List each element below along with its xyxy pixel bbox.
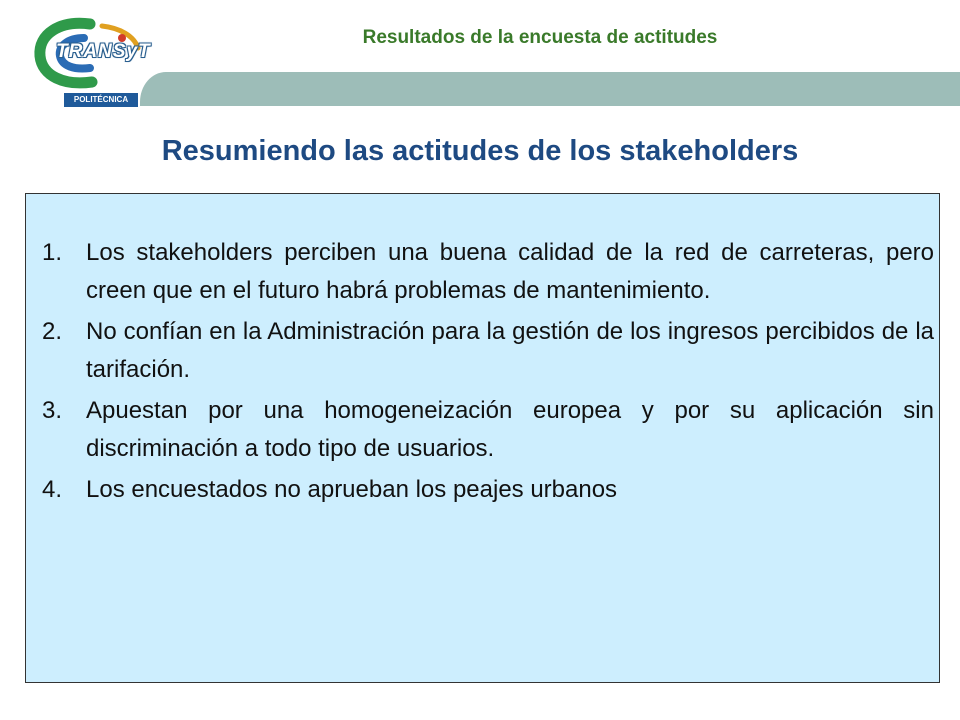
point-number: 1.: [42, 239, 63, 266]
list-item: [42, 234, 934, 310]
point-number: 2.: [42, 318, 63, 345]
point-text: Los encuestados no aprueban los peajes urbanos: [86, 476, 618, 503]
list-item: [42, 471, 934, 509]
points-list: [42, 234, 934, 512]
header-title: Resultados de la encuesta de actitudes: [362, 27, 718, 48]
point-text: No confían en la Administración para la gestión de los ingresos percibidos de la tarifación.: [86, 318, 934, 383]
point-text: Los stakeholders perciben una buena calidad de la red de carreteras, pero creen que en el futuro habrá problemas de mantenimiento.: [86, 239, 934, 304]
point-text: Apuestan por una homogeneización europea y por su aplicación sin discriminación a todo tipo de usuarios.: [86, 397, 934, 462]
logo-text: TRANSyT: [56, 41, 151, 62]
page-title: Resumiendo las actitudes de los stakeholders: [161, 135, 799, 167]
logo-subtext: POLITÉCNICA: [64, 93, 138, 107]
list-item: [42, 392, 934, 468]
transyt-logo: [30, 12, 150, 108]
point-number: 3.: [42, 397, 63, 424]
header-band: [140, 72, 960, 106]
content-box: [25, 193, 940, 683]
list-item: [42, 313, 934, 389]
point-number: 4.: [42, 476, 63, 503]
